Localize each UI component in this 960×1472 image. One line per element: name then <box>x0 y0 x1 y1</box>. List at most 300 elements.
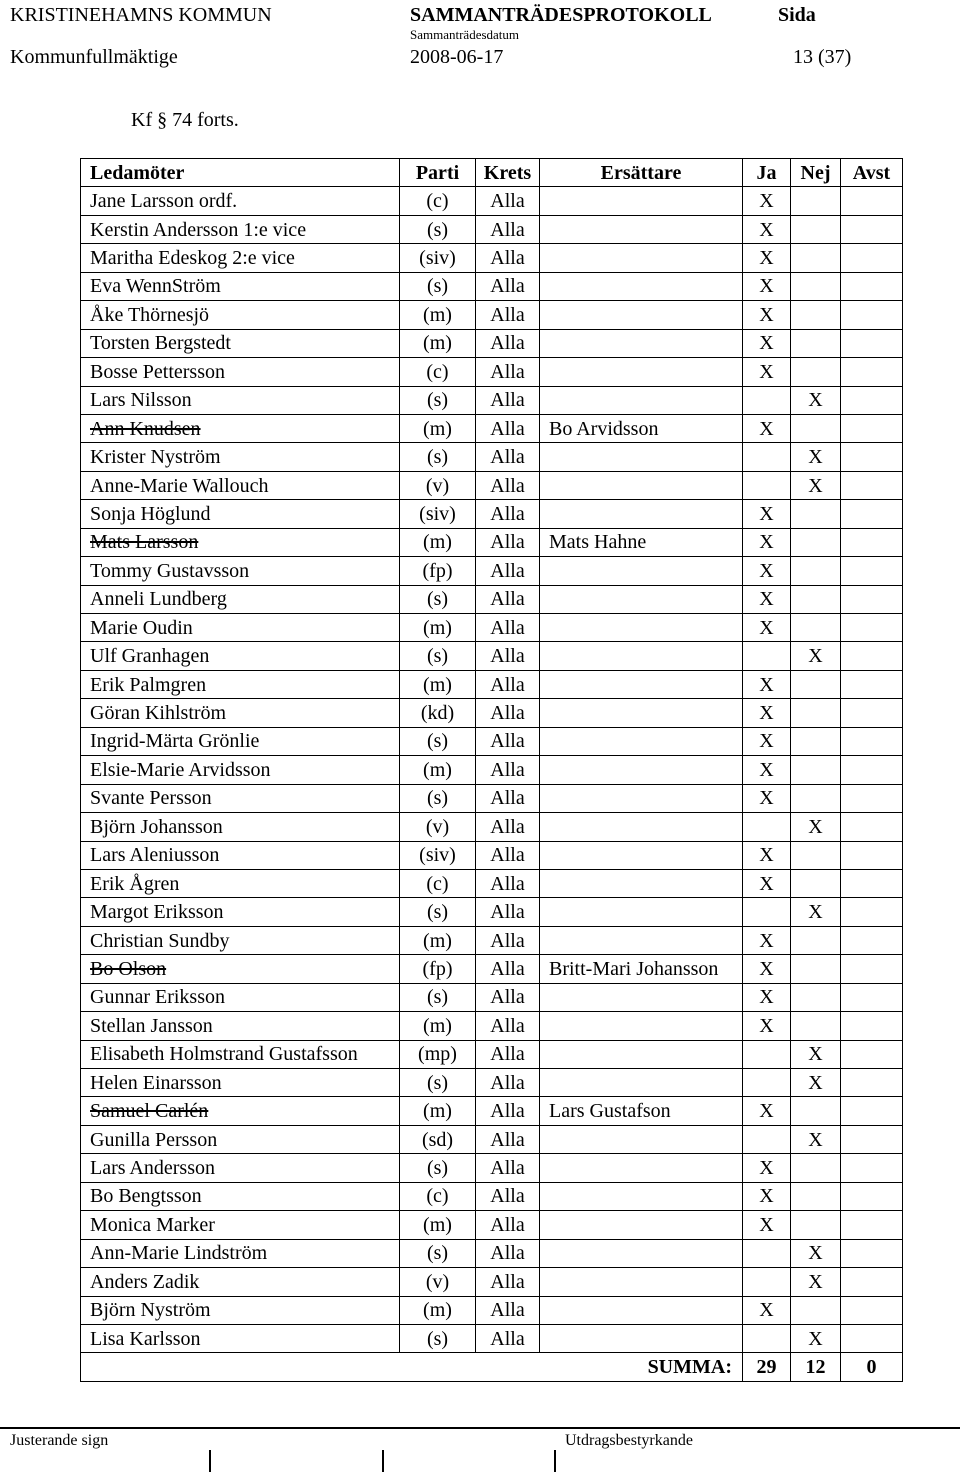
vote-avst <box>841 699 903 727</box>
member-district: Alla <box>476 756 540 784</box>
vote-ja: X <box>743 1296 791 1324</box>
vote-nej <box>791 841 841 869</box>
member-name: Christian Sundby <box>81 926 400 954</box>
vote-ja: X <box>743 983 791 1011</box>
vote-nej: X <box>791 1239 841 1267</box>
table-row <box>81 670 903 698</box>
vote-nej: X <box>791 813 841 841</box>
member-district: Alla <box>476 557 540 585</box>
meeting-date: 2008-06-17 <box>410 46 504 68</box>
vote-nej <box>791 670 841 698</box>
member-district: Alla <box>476 443 540 471</box>
table-row <box>81 1268 903 1296</box>
member-party: (s) <box>400 642 476 670</box>
member-district: Alla <box>476 1239 540 1267</box>
vote-nej <box>791 528 841 556</box>
member-name: Lars Andersson <box>81 1154 400 1182</box>
vote-nej: X <box>791 898 841 926</box>
member-substitute <box>540 585 743 613</box>
member-name: Sonja Höglund <box>81 500 400 528</box>
member-party: (m) <box>400 414 476 442</box>
vote-nej <box>791 727 841 755</box>
vote-avst <box>841 301 903 329</box>
table-row <box>81 528 903 556</box>
vote-avst <box>841 414 903 442</box>
member-substitute <box>540 244 743 272</box>
vote-avst <box>841 784 903 812</box>
member-substitute <box>540 386 743 414</box>
header-row <box>81 159 903 187</box>
member-name: Björn Johansson <box>81 813 400 841</box>
vote-nej <box>791 272 841 300</box>
table-row <box>81 926 903 954</box>
member-substitute <box>540 1324 743 1352</box>
vote-nej: X <box>791 1069 841 1097</box>
vote-nej <box>791 244 841 272</box>
section-heading: Kf § 74 forts. <box>131 109 239 131</box>
member-name: Ann-Marie Lindström <box>81 1239 400 1267</box>
member-district: Alla <box>476 1097 540 1125</box>
member-name: Ingrid-Märta Grönlie <box>81 727 400 755</box>
vote-nej <box>791 215 841 243</box>
vote-avst <box>841 756 903 784</box>
vote-ja: X <box>743 557 791 585</box>
vote-avst <box>841 983 903 1011</box>
table-row <box>81 358 903 386</box>
vote-avst <box>841 471 903 499</box>
member-substitute <box>540 926 743 954</box>
vote-ja <box>743 1069 791 1097</box>
member-district: Alla <box>476 727 540 755</box>
vote-avst <box>841 215 903 243</box>
vote-avst <box>841 272 903 300</box>
member-district: Alla <box>476 955 540 983</box>
footer-divider <box>0 1427 960 1429</box>
column-header-krets: Krets <box>476 159 540 187</box>
column-header-nej: Nej <box>791 159 841 187</box>
member-district: Alla <box>476 187 540 215</box>
member-party: (m) <box>400 1211 476 1239</box>
vote-nej <box>791 557 841 585</box>
member-substitute <box>540 1040 743 1068</box>
vote-ja: X <box>743 414 791 442</box>
table-row <box>81 784 903 812</box>
member-district: Alla <box>476 585 540 613</box>
member-substitute <box>540 1069 743 1097</box>
member-party: (fp) <box>400 955 476 983</box>
member-party: (m) <box>400 756 476 784</box>
member-district: Alla <box>476 1324 540 1352</box>
table-row <box>81 272 903 300</box>
organization-name: KRISTINEHAMNS KOMMUN <box>10 4 272 26</box>
member-district: Alla <box>476 528 540 556</box>
member-substitute <box>540 813 743 841</box>
vote-avst <box>841 841 903 869</box>
vote-ja: X <box>743 955 791 983</box>
vote-nej: X <box>791 642 841 670</box>
vote-ja: X <box>743 585 791 613</box>
member-name: Tommy Gustavsson <box>81 557 400 585</box>
member-party: (s) <box>400 983 476 1011</box>
member-party: (m) <box>400 528 476 556</box>
column-header-parti: Parti <box>400 159 476 187</box>
vote-ja: X <box>743 215 791 243</box>
member-party: (siv) <box>400 841 476 869</box>
table-row <box>81 1239 903 1267</box>
member-district: Alla <box>476 1040 540 1068</box>
member-name: Mats Larsson <box>81 528 400 556</box>
vote-nej: X <box>791 1268 841 1296</box>
vote-avst <box>841 926 903 954</box>
member-name: Torsten Bergstedt <box>81 329 400 357</box>
vote-nej: X <box>791 1040 841 1068</box>
vote-avst <box>841 1239 903 1267</box>
table-row <box>81 215 903 243</box>
vote-nej <box>791 1211 841 1239</box>
member-name: Elisabeth Holmstrand Gustafsson <box>81 1040 400 1068</box>
member-substitute <box>540 1182 743 1210</box>
table-row <box>81 756 903 784</box>
member-district: Alla <box>476 1154 540 1182</box>
member-name: Gunilla Persson <box>81 1125 400 1153</box>
vote-ja <box>743 898 791 926</box>
member-party: (m) <box>400 614 476 642</box>
member-substitute <box>540 557 743 585</box>
vote-ja <box>743 471 791 499</box>
vote-nej: X <box>791 386 841 414</box>
table-row <box>81 329 903 357</box>
member-substitute <box>540 215 743 243</box>
member-substitute <box>540 841 743 869</box>
member-substitute <box>540 1268 743 1296</box>
vote-avst <box>841 1211 903 1239</box>
member-party: (fp) <box>400 557 476 585</box>
member-name: Krister Nyström <box>81 443 400 471</box>
column-header-ersattare: Ersättare <box>540 159 743 187</box>
table-row <box>81 443 903 471</box>
table-row <box>81 1296 903 1324</box>
member-party: (s) <box>400 585 476 613</box>
table-row <box>81 614 903 642</box>
member-district: Alla <box>476 500 540 528</box>
member-district: Alla <box>476 471 540 499</box>
body-name: Kommunfullmäktige <box>10 46 178 68</box>
table-row <box>81 1012 903 1040</box>
member-substitute <box>540 1012 743 1040</box>
table-row <box>81 414 903 442</box>
vote-avst <box>841 898 903 926</box>
vote-nej <box>791 585 841 613</box>
member-name: Gunnar Eriksson <box>81 983 400 1011</box>
summary-avst: 0 <box>841 1353 903 1381</box>
member-party: (s) <box>400 1324 476 1352</box>
vote-nej: X <box>791 1324 841 1352</box>
member-name: Ulf Granhagen <box>81 642 400 670</box>
vote-ja: X <box>743 614 791 642</box>
member-name: Lars Nilsson <box>81 386 400 414</box>
summary-nej: 12 <box>791 1353 841 1381</box>
vote-nej <box>791 329 841 357</box>
member-name: Björn Nyström <box>81 1296 400 1324</box>
table-row <box>81 244 903 272</box>
member-party: (sd) <box>400 1125 476 1153</box>
vote-ja <box>743 386 791 414</box>
member-substitute <box>540 500 743 528</box>
table-row <box>81 1211 903 1239</box>
member-district: Alla <box>476 642 540 670</box>
member-party: (c) <box>400 1182 476 1210</box>
member-name: Helen Einarsson <box>81 1069 400 1097</box>
member-district: Alla <box>476 869 540 897</box>
member-substitute <box>540 898 743 926</box>
member-party: (kd) <box>400 699 476 727</box>
member-district: Alla <box>476 329 540 357</box>
table-row <box>81 699 903 727</box>
table-row <box>81 557 903 585</box>
summary-row <box>81 1353 903 1381</box>
vote-ja: X <box>743 1211 791 1239</box>
member-substitute <box>540 1211 743 1239</box>
footer-sign-label: Justerande sign <box>10 1432 109 1449</box>
vote-ja: X <box>743 1097 791 1125</box>
member-substitute <box>540 642 743 670</box>
member-substitute <box>540 443 743 471</box>
vote-ja <box>743 813 791 841</box>
vote-avst <box>841 585 903 613</box>
table-row <box>81 301 903 329</box>
vote-avst <box>841 358 903 386</box>
vote-nej <box>791 983 841 1011</box>
vote-avst <box>841 1154 903 1182</box>
member-district: Alla <box>476 614 540 642</box>
member-substitute <box>540 471 743 499</box>
member-name: Anneli Lundberg <box>81 585 400 613</box>
member-party: (s) <box>400 1154 476 1182</box>
table-row <box>81 869 903 897</box>
vote-avst <box>841 614 903 642</box>
member-district: Alla <box>476 1012 540 1040</box>
member-party: (s) <box>400 1069 476 1097</box>
member-substitute <box>540 187 743 215</box>
vote-avst <box>841 329 903 357</box>
member-substitute <box>540 272 743 300</box>
member-substitute <box>540 670 743 698</box>
vote-ja: X <box>743 244 791 272</box>
vote-avst <box>841 244 903 272</box>
vote-nej <box>791 500 841 528</box>
member-district: Alla <box>476 699 540 727</box>
vote-avst <box>841 1296 903 1324</box>
member-substitute <box>540 614 743 642</box>
member-district: Alla <box>476 841 540 869</box>
signature-box-divider <box>554 1450 556 1472</box>
member-party: (m) <box>400 1012 476 1040</box>
vote-nej <box>791 1296 841 1324</box>
table-row <box>81 187 903 215</box>
member-party: (v) <box>400 813 476 841</box>
member-name: Åke Thörnesjö <box>81 301 400 329</box>
vote-nej <box>791 1182 841 1210</box>
member-district: Alla <box>476 358 540 386</box>
member-district: Alla <box>476 1069 540 1097</box>
member-district: Alla <box>476 301 540 329</box>
member-party: (c) <box>400 869 476 897</box>
vote-nej <box>791 699 841 727</box>
member-party: (s) <box>400 784 476 812</box>
member-district: Alla <box>476 813 540 841</box>
member-substitute: Mats Hahne <box>540 528 743 556</box>
vote-nej <box>791 869 841 897</box>
vote-nej <box>791 358 841 386</box>
vote-ja: X <box>743 272 791 300</box>
member-substitute <box>540 756 743 784</box>
member-name: Elsie-Marie Arvidsson <box>81 756 400 784</box>
vote-avst <box>841 557 903 585</box>
member-district: Alla <box>476 215 540 243</box>
column-header-avst: Avst <box>841 159 903 187</box>
document-title: SAMMANTRÄDESPROTOKOLL <box>410 4 712 26</box>
vote-avst <box>841 1324 903 1352</box>
member-name: Bosse Pettersson <box>81 358 400 386</box>
member-name: Samuel Carlén <box>81 1097 400 1125</box>
vote-nej <box>791 784 841 812</box>
member-party: (m) <box>400 1097 476 1125</box>
member-party: (s) <box>400 443 476 471</box>
member-name: Jane Larsson ordf. <box>81 187 400 215</box>
vote-avst <box>841 813 903 841</box>
vote-avst <box>841 1069 903 1097</box>
vote-nej: X <box>791 471 841 499</box>
footer-certified-label: Utdragsbestyrkande <box>565 1432 693 1449</box>
member-district: Alla <box>476 784 540 812</box>
member-party: (s) <box>400 386 476 414</box>
vote-ja: X <box>743 500 791 528</box>
member-name: Bo Olson <box>81 955 400 983</box>
member-substitute <box>540 1296 743 1324</box>
member-district: Alla <box>476 244 540 272</box>
table-row <box>81 955 903 983</box>
vote-ja: X <box>743 926 791 954</box>
vote-avst <box>841 1125 903 1153</box>
vote-avst <box>841 955 903 983</box>
table-row <box>81 841 903 869</box>
member-party: (s) <box>400 898 476 926</box>
member-district: Alla <box>476 1125 540 1153</box>
vote-ja <box>743 1324 791 1352</box>
vote-nej <box>791 1154 841 1182</box>
member-district: Alla <box>476 926 540 954</box>
member-district: Alla <box>476 386 540 414</box>
member-substitute <box>540 301 743 329</box>
vote-avst <box>841 1268 903 1296</box>
vote-avst <box>841 1097 903 1125</box>
vote-nej <box>791 414 841 442</box>
vote-avst <box>841 386 903 414</box>
vote-ja <box>743 1239 791 1267</box>
member-substitute <box>540 329 743 357</box>
member-party: (c) <box>400 358 476 386</box>
member-name: Monica Marker <box>81 1211 400 1239</box>
member-substitute: Bo Arvidsson <box>540 414 743 442</box>
vote-ja: X <box>743 756 791 784</box>
member-name: Erik Ågren <box>81 869 400 897</box>
vote-nej <box>791 955 841 983</box>
member-substitute <box>540 358 743 386</box>
table-row <box>81 471 903 499</box>
vote-ja <box>743 1268 791 1296</box>
member-name: Göran Kihlström <box>81 699 400 727</box>
member-party: (m) <box>400 329 476 357</box>
member-party: (m) <box>400 1296 476 1324</box>
member-district: Alla <box>476 1296 540 1324</box>
vote-ja: X <box>743 1012 791 1040</box>
vote-ja <box>743 642 791 670</box>
vote-avst <box>841 670 903 698</box>
vote-ja: X <box>743 699 791 727</box>
vote-nej <box>791 614 841 642</box>
member-name: Anne-Marie Wallouch <box>81 471 400 499</box>
member-substitute: Britt-Mari Johansson <box>540 955 743 983</box>
member-name: Svante Persson <box>81 784 400 812</box>
vote-avst <box>841 187 903 215</box>
member-substitute <box>540 983 743 1011</box>
vote-avst <box>841 528 903 556</box>
table-row <box>81 898 903 926</box>
vote-nej <box>791 1097 841 1125</box>
vote-avst <box>841 1040 903 1068</box>
member-party: (m) <box>400 301 476 329</box>
member-name: Kerstin Andersson 1:e vice <box>81 215 400 243</box>
signature-box-divider <box>209 1450 211 1472</box>
member-party: (s) <box>400 272 476 300</box>
vote-table <box>80 158 903 1382</box>
vote-nej <box>791 756 841 784</box>
date-label: Sammanträdesdatum <box>410 27 520 42</box>
member-party: (siv) <box>400 244 476 272</box>
table-row <box>81 983 903 1011</box>
member-substitute <box>540 869 743 897</box>
vote-ja: X <box>743 329 791 357</box>
vote-avst <box>841 727 903 755</box>
member-district: Alla <box>476 1211 540 1239</box>
vote-ja: X <box>743 869 791 897</box>
table-row <box>81 1125 903 1153</box>
member-name: Erik Palmgren <box>81 670 400 698</box>
member-party: (m) <box>400 926 476 954</box>
member-substitute <box>540 699 743 727</box>
member-party: (v) <box>400 471 476 499</box>
member-district: Alla <box>476 898 540 926</box>
table-row <box>81 727 903 755</box>
vote-avst <box>841 869 903 897</box>
member-substitute <box>540 1154 743 1182</box>
member-name: Bo Bengtsson <box>81 1182 400 1210</box>
vote-ja: X <box>743 784 791 812</box>
member-name: Lars Aleniusson <box>81 841 400 869</box>
page-label: Sida <box>778 4 816 26</box>
vote-nej <box>791 301 841 329</box>
member-party: (m) <box>400 670 476 698</box>
vote-ja <box>743 1125 791 1153</box>
member-party: (mp) <box>400 1040 476 1068</box>
vote-nej <box>791 926 841 954</box>
vote-nej <box>791 1012 841 1040</box>
vote-ja: X <box>743 1154 791 1182</box>
member-substitute: Lars Gustafson <box>540 1097 743 1125</box>
vote-ja <box>743 443 791 471</box>
member-district: Alla <box>476 1182 540 1210</box>
table-row <box>81 1154 903 1182</box>
